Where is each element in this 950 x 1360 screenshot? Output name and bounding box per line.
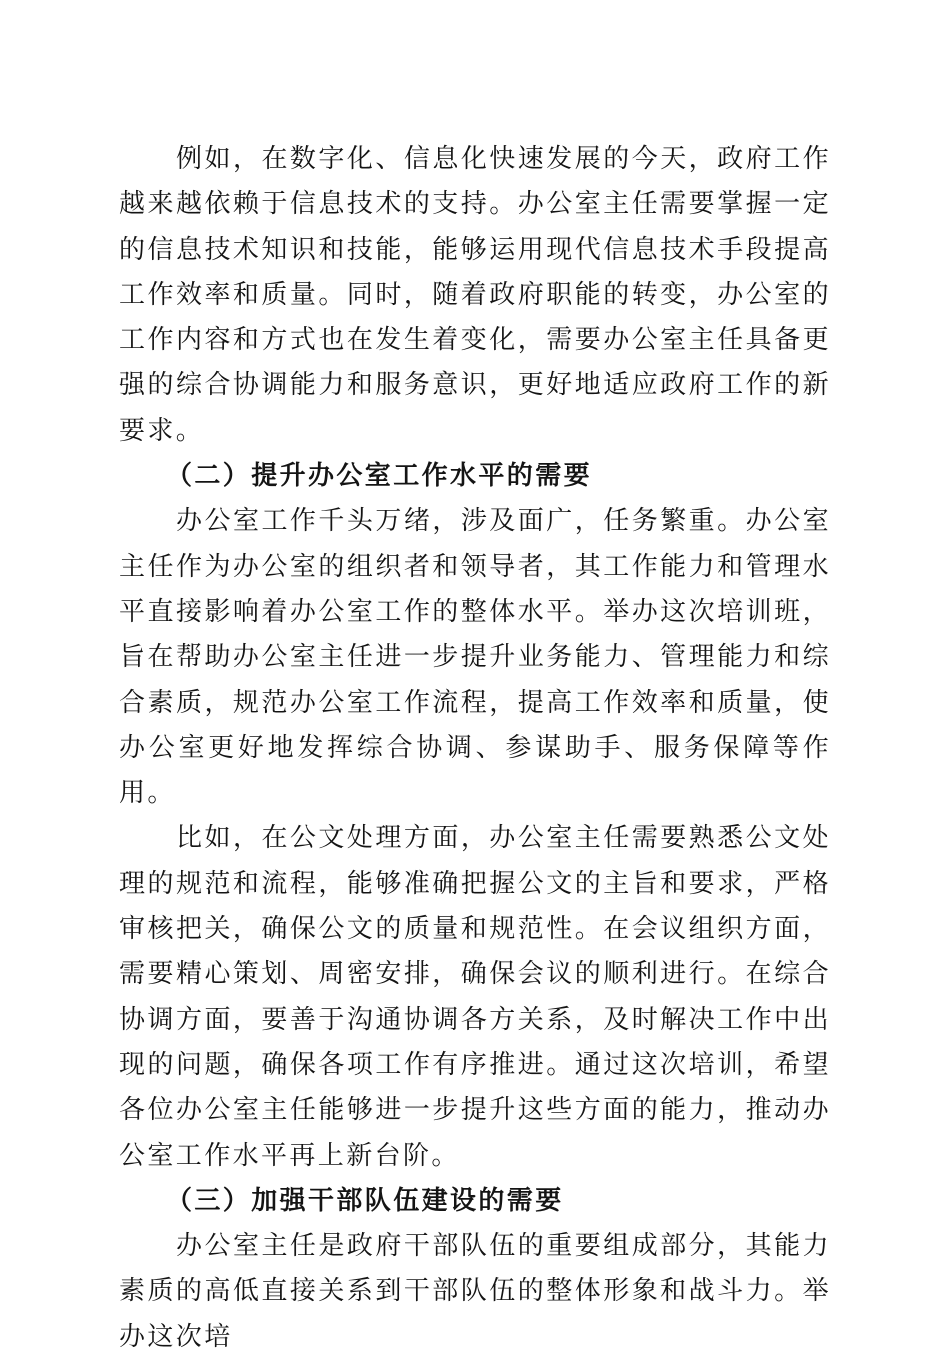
paragraph-digitalization: 例如，在数字化、信息化快速发展的今天，政府工作越来越依赖于信息技术的支持。办公室主任需要掌握一定的信息技术知识和技能，能够运用现代信息技术手段提高工作效率和质量。同时，随着政府职能的转变，办公室的工作内容和方式也在发生着变化，需要办公室主任具备更强的综合协调能力和服务意识，更好地适应政府工作的新要求。	[119, 144, 831, 446]
section-heading-2: （二）提升办公室工作水平的需要	[166, 461, 593, 492]
paragraph-examples: 比如，在公文处理方面，办公室主任需要熟悉公文处理的规范和流程，能够准确把握公文的主旨和要求，严格审核把关，确保公文的质量和规范性。在会议组织方面，需要精心策划、周密安排，确保会议的顺利进行。在综合协调方面，要善于沟通协调各方关系，及时解决工作中出现的问题，确保各项工作有序推进。通过这次培训，希望各位办公室主任能够进一步提升这些方面的能力，推动办公室工作水平再上新台阶。	[119, 823, 831, 1171]
document-body	[119, 137, 831, 1360]
section-heading-3: （三）加强干部队伍建设的需要	[166, 1185, 564, 1216]
paragraph-office-work: 办公室工作千头万绪，涉及面广，任务繁重。办公室主任作为办公室的组织者和领导者，其工作能力和管理水平直接影响着办公室工作的整体水平。举办这次培训班，旨在帮助办公室主任进一步提升业务能力、管理能力和综合素质，规范办公室工作流程，提高工作效率和质量，使办公室更好地发挥综合协调、参谋助手、服务保障等作用。	[119, 506, 831, 809]
paragraph-cadre-team: 办公室主任是政府干部队伍的重要组成部分，其能力素质的高低直接关系到干部队伍的整体形象和战斗力。举办这次培	[119, 1231, 831, 1352]
